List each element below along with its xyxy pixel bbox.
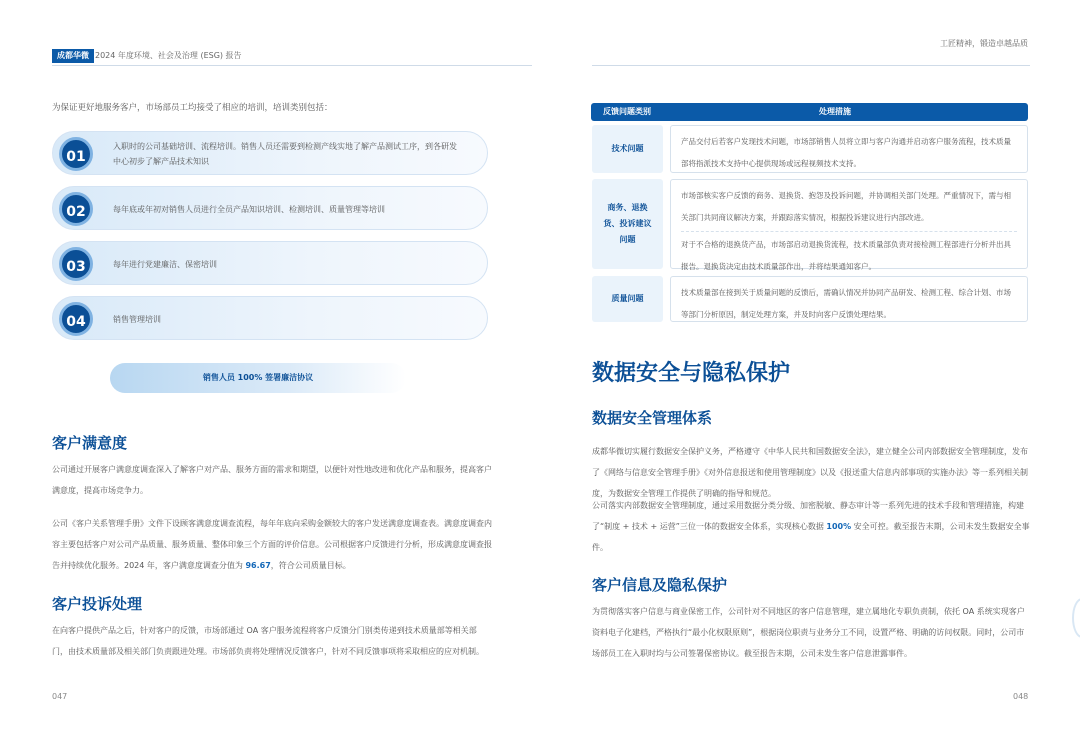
header-divider-left xyxy=(52,65,532,66)
training-item xyxy=(52,296,488,340)
complaint-title: 客户投诉处理 xyxy=(52,595,143,613)
privacy-paragraph: 为贯彻落实客户信息与商业保密工作，公司针对不同地区的客户信息管理，建立属地化专职负责制，依托 OA 系统实现客户资料电子化建档，严格执行“最小化权限原则”，根据岗位职责与业务分工不同，设置严格、明确的访问权限。同时，公司市场部员工在入职时均与公司签署保密协议。截至报告末期，公司未发生客户信息泄露事件。 xyxy=(592,607,1025,658)
table-row-detail: 产品交付后若客户发现技术问题，市场部销售人员将立即与客户沟通并启动客户服务流程，技术质量部将指派技术支持中心提供现场或远程视频技术支持。 xyxy=(670,125,1028,173)
satisfaction-title: 客户满意度 xyxy=(52,434,128,452)
table-row-category: 商务、退换货、投诉建议问题 xyxy=(592,179,663,269)
page-number-right: 048 xyxy=(1013,692,1029,701)
table-row-category: 技术问题 xyxy=(592,125,663,173)
training-item-text: 每年进行党建廉洁、保密培训 xyxy=(113,259,217,269)
decorative-arc xyxy=(1072,598,1080,638)
data-security-title: 数据安全与隐私保护 xyxy=(592,361,791,386)
data-security-paragraph-2: 公司落实内部数据安全管理制度，通过采用数据分类分级、加密脱敏、静态审计等一系列先进的技术手段和管理措施，构建了“制度 + 技术 + 运营”三位一体的数据安全体系，实现核心数据 100% 安全可控。截至报告末期，公司未发生数据安全事件。 xyxy=(592,501,1030,552)
brand-tag: 成都华微 xyxy=(52,49,94,63)
privacy-title: 客户信息及隐私保护 xyxy=(592,576,728,594)
training-item xyxy=(52,186,488,230)
training-number-badge: 04 xyxy=(59,302,93,336)
report-title: 2024 年度环境、社会及治理 (ESG) 报告 xyxy=(95,51,242,60)
training-item xyxy=(52,241,488,285)
integrity-banner: 销售人员 100% 签署廉洁协议 xyxy=(110,363,406,393)
satisfaction-paragraph-1: 公司通过开展客户满意度调查深入了解客户对产品、服务方面的需求和期望，以便针对性地改进和优化产品和服务，提高客户满意度，提高市场竞争力。 xyxy=(52,465,492,495)
header-slogan: 工匠精神，锻造卓越品质 xyxy=(940,39,1028,48)
training-item-text: 销售管理培训 xyxy=(113,314,161,324)
data-security-subtitle: 数据安全管理体系 xyxy=(592,409,713,427)
training-item xyxy=(52,131,488,175)
table-row-detail: 技术质量部在接到关于质量问题的反馈后，需确认情况并协同产品研发、检测工程、综合计划、市场等部门分析原因，制定处理方案，并及时向客户反馈处理结果。 xyxy=(670,276,1028,322)
satisfaction-paragraph-2: 公司《客户关系管理手册》文件下设顾客满意度调查流程，每年年底向采购金额较大的客户发送满意度调查表。满意度调查内容主要包括客户对公司产品质量、服务质量、整体印象三个方面的评价信息。公司根据客户反馈进行分析，形成满意度调查报告并持续优化服务。2024 年，客户满意度调查分值为 96.67，符合公司质量目标。 xyxy=(52,519,492,570)
satisfaction-score: 96.67 xyxy=(245,561,271,570)
training-number-badge: 03 xyxy=(59,247,93,281)
training-number-badge: 01 xyxy=(59,137,93,171)
training-number-badge: 02 xyxy=(59,192,93,226)
secure-data-percent: 100% xyxy=(826,522,852,531)
page-number-left: 047 xyxy=(52,692,68,701)
column-header-measures: 处理措施 xyxy=(819,107,851,116)
complaint-paragraph: 在向客户提供产品之后，针对客户的反馈，市场部通过 OA 客户服务流程将客户反馈分门别类传递到技术质量部等相关部门，由技术质量部及相关部门负责跟进处理。市场部负责将处理情况反馈客户，针对不同反馈事项将采取相应的应对机制。 xyxy=(52,626,484,656)
training-item-text: 入职时的公司基础培训、流程培训。销售人员还需要到检测产线实地了解产品测试工序，到各研发中心初步了解产品技术知识 xyxy=(113,142,457,166)
table-row-detail: 市场部核实客户反馈的商务、退换货、抱怨及投诉问题，并协调相关部门处理。严重情况下，需与相关部门共同商议解决方案，并跟踪落实情况，根据投诉建议进行内部改进。 对于不合格的退换货产品，市场部启动退换货流程，技术质量部负责对接检测工程部进行分析并出具报告。退换货决定由技术质量部作出，并将结果通知客户。 xyxy=(670,179,1028,269)
header-divider-right xyxy=(592,65,1030,66)
data-security-paragraph-1: 成都华微切实履行数据安全保护义务，严格遵守《中华人民共和国数据安全法》，建立健全公司内部数据安全管理制度，发布了《网络与信息安全管理手册》《对外信息报送和使用管理制度》以及《报送重大信息内部事项的实施办法》等一系列相关制度，为数据安全管理工作提供了明确的指导和规范。 xyxy=(592,447,1028,498)
feedback-table-header xyxy=(591,103,1028,121)
training-item-text: 每年底或年初对销售人员进行全员产品知识培训、检测培训、质量管理等培训 xyxy=(113,204,385,214)
table-row-category: 质量问题 xyxy=(592,276,663,322)
training-intro: 为保证更好地服务客户，市场部员工均接受了相应的培训，培训类别包括： xyxy=(52,103,333,113)
column-header-category: 反馈问题类别 xyxy=(603,107,651,116)
